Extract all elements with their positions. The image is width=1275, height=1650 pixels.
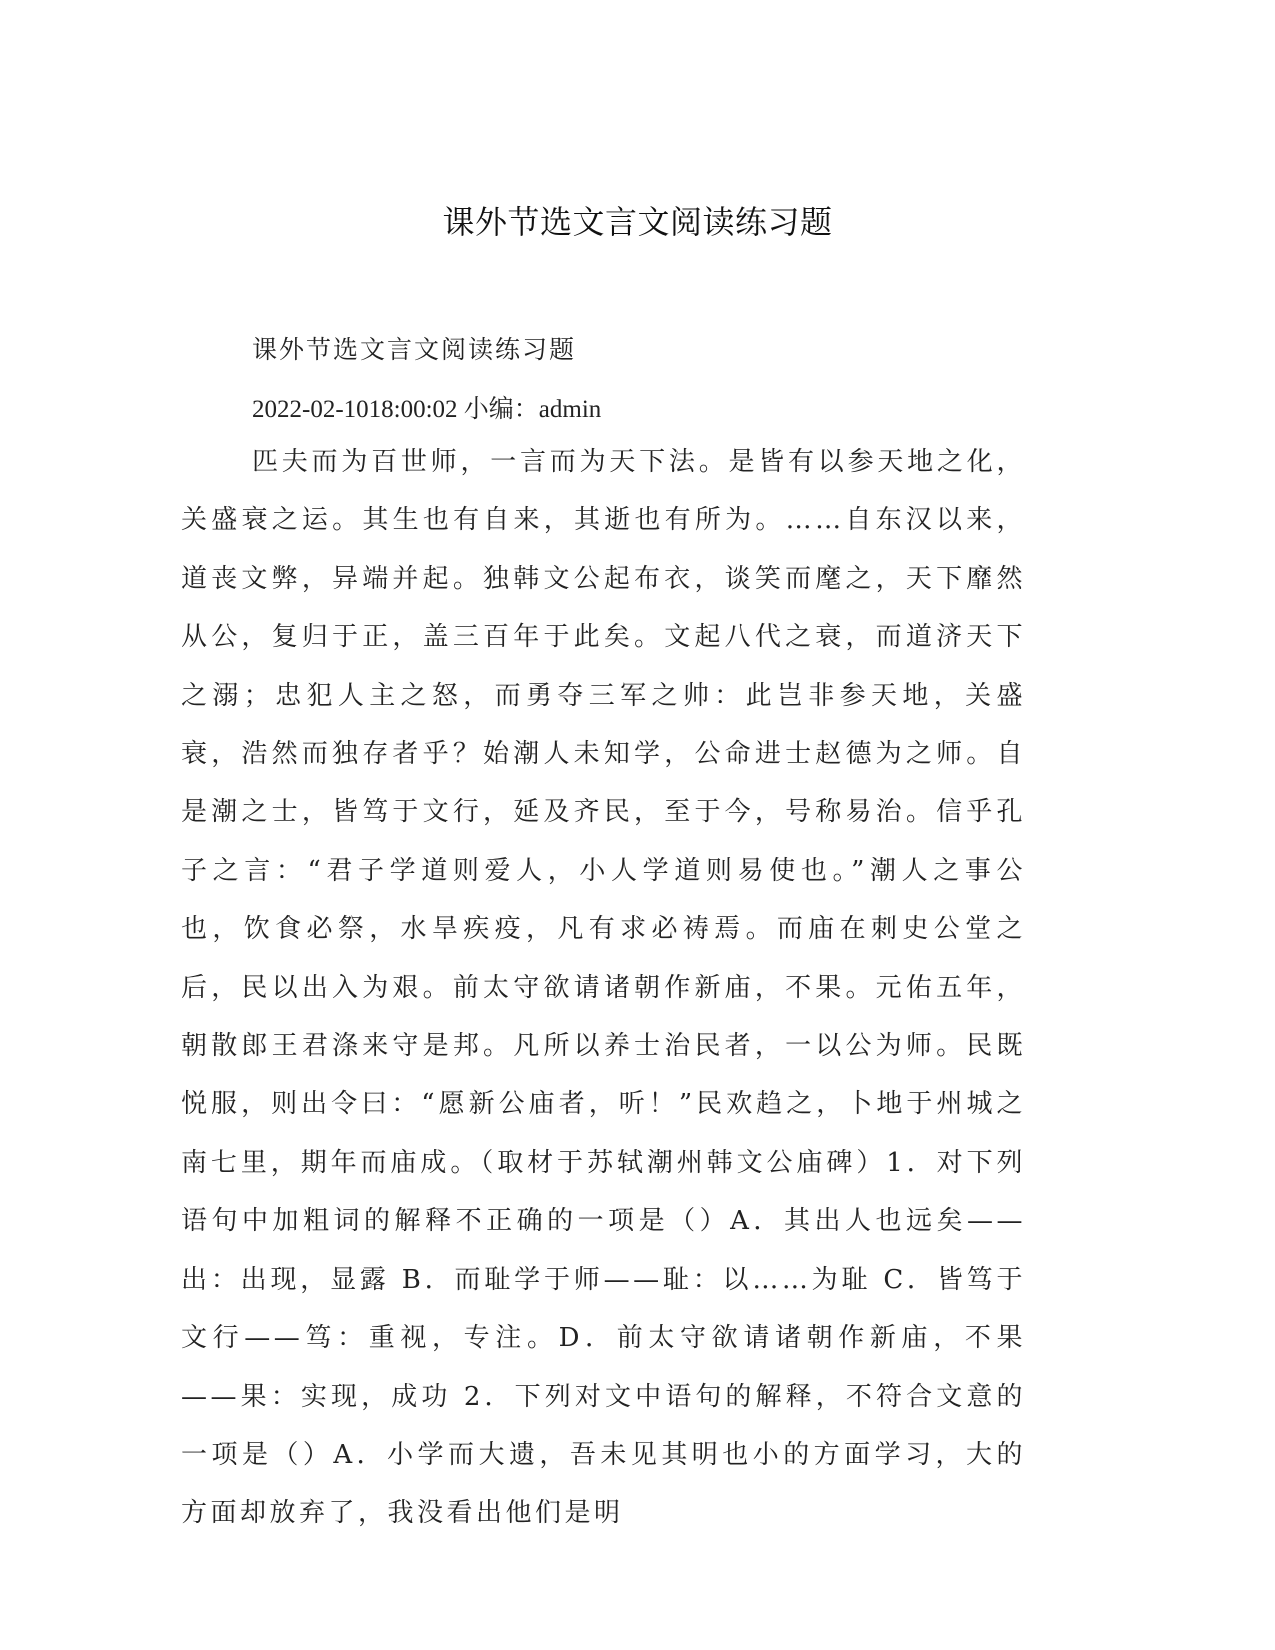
document-title: 课外节选文言文阅读练习题 (442, 203, 833, 241)
article-body: 匹夫而为百世师，一言而为天下法。是皆有以参天地之化，关盛衰之运。其生也有自来，其逝也有所为。……自东汉以来，道丧文弊，异端并起。独韩文公起布衣，谈笑而麾之，天下靡然从公，复归于正，盖三百年于此矣。文起八代之衰，而道济天下之溺；忠犯人主之怒，而勇夺三军之帅：此岂非参天地，关盛衰，浩然而独存者乎？始潮人未知学，公命进士赵德为之师。自是潮之士，皆笃于文行，延及齐民，至于今，号称易治。信乎孔子之言：“君子学道则爱人，小人学道则易使也。”潮人之事公也，饮食必祭，水旱疾疫，凡有求必祷焉。而庙在刺史公堂之后，民以出入为艰。前太守欲请诸朝作新庙，不果。元佑五年，朝散郎王君涤来守是邦。凡所以养士治民者，一以公为师。民既悦服，则出令曰：“愿新公庙者，听！”民欢趋之，卜地于州城之南七里，期年而庙成。（取材于苏轼潮州韩文公庙碑）1．对下列语句中加粗词的解释不正确的一项是（）A．其出人也远矣——出：出现，显露 B．而耻学于师——耻：以……为耻 C．皆笃于文行——笃：重视，专注。D．前太守欲请诸朝作新庙，不果——果：实现，成功 2．下列对文中语句的解释，不符合文意的一项是（）A．小学而大遗，吾未见其明也小的方面学习，大的方面却放弃了，我没看出他们是明 (181, 447, 1026, 1529)
article-meta: 2022-02-1018:00:02 小编：admin (252, 396, 602, 423)
article-heading: 课外节选文言文阅读练习题 (252, 335, 577, 364)
